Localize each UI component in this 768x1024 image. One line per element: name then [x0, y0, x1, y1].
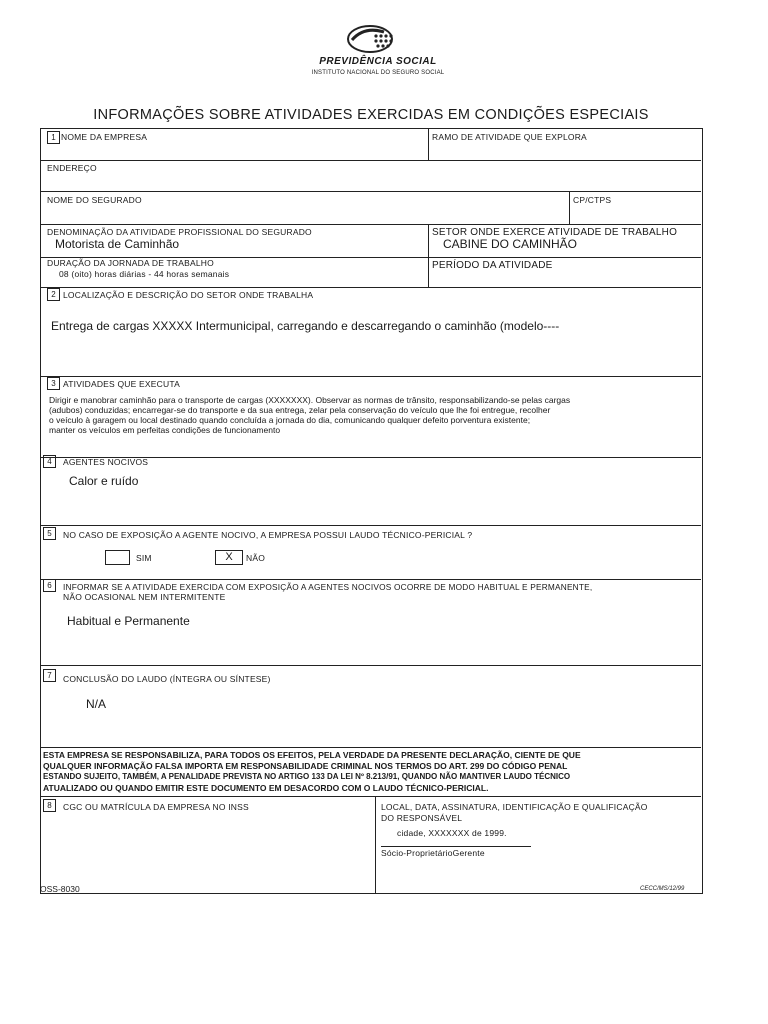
setor-value: CABINE DO CAMINHÃO	[443, 237, 578, 251]
cidade-data: cidade, XXXXXXX de 1999.	[397, 828, 507, 838]
habitual-value: Habitual e Permanente	[67, 614, 190, 628]
atividades-line-1: Dirigir e manobrar caminhão para o transporte de cargas (XXXXXXX). Observar as normas de trânsito, responsabilizando-se pelas cargas	[49, 395, 571, 405]
declaracao-line-3: ESTANDO SUJEITO, TAMBÉM, A PENALIDADE PREVISTA NO ARTIGO 133 DA LEI Nº 8.213/91, QUANDO NÃO MANTIVER LAUDO TÉCNICO	[43, 772, 571, 781]
section-6-number: 6	[43, 579, 56, 592]
declaracao-line-1: ESTA EMPRESA SE RESPONSABILIZA, PARA TODOS OS EFEITOS, PELA VERDADE DA PRESENTE DECLARAÇÃO, CIENTE DE QUE	[43, 750, 581, 760]
section-3-number: 3	[47, 377, 60, 390]
form-frame	[40, 128, 703, 894]
section-2-number: 2	[47, 288, 60, 301]
laudo-question-label: NO CASO DE EXPOSIÇÃO A AGENTE NOCIVO, A EMPRESA POSSUI LAUDO TÉCNICO-PERICIAL ?	[63, 530, 473, 540]
section-8-number: 8	[43, 799, 56, 812]
declaracao-line-2: QUALQUER INFORMAÇÃO FALSA IMPORTA EM RESPONSABILIDADE CRIMINAL NOS TERMOS DO ART. 299 DO CÓDIGO PENAL	[43, 761, 568, 771]
periodo-label: PERÍODO DA ATIVIDADE	[432, 260, 553, 271]
localizacao-label: LOCALIZAÇÃO E DESCRIÇÃO DO SETOR ONDE TRABALHA	[63, 290, 314, 300]
agentes-label: AGENTES NOCIVOS	[63, 457, 149, 467]
revision-code: CECC/MS/12/99	[640, 886, 685, 892]
duracao-value: 08 (oito) horas diárias - 44 horas semanais	[59, 269, 230, 279]
atividades-line-2: (adubos) conduzidas; encarregar-se do transporte e da sua entrega, zelar pela conservação do veículo que lhe foi entregue, recolher	[49, 405, 551, 415]
section-7-number: 7	[43, 669, 56, 682]
logo-subtitle: INSTITUTO NACIONAL DO SEGURO SOCIAL	[311, 70, 445, 76]
local-label-2: DO RESPONSÁVEL	[381, 813, 463, 823]
conclusao-label: CONCLUSÃO DO LAUDO (ÍNTEGRA OU SÍNTESE)	[63, 674, 271, 684]
inss-logo	[308, 22, 448, 84]
agentes-value: Calor e ruído	[69, 474, 139, 488]
ctps-label: CP/CTPS	[573, 195, 612, 205]
form-title: INFORMAÇÕES SOBRE ATIVIDADES EXERCIDAS EM CONDIÇÕES ESPECIAIS	[93, 107, 649, 123]
nao-label: NÃO	[246, 553, 266, 563]
section-1-number: 1	[47, 131, 60, 144]
ramo-label: RAMO DE ATIVIDADE QUE EXPLORA	[432, 132, 587, 142]
endereco-label: ENDEREÇO	[47, 163, 97, 173]
habitual-label-1: INFORMAR SE A ATIVIDADE EXERCIDA COM EXPOSIÇÃO A AGENTES NOCIVOS OCORRE DE MODO HABITUAL E PERMANENTE,	[63, 582, 593, 592]
habitual-label-2: NÃO OCASIONAL NEM INTERMITENTE	[63, 592, 226, 602]
nome-segurado-label: NOME DO SEGURADO	[47, 195, 142, 205]
cgc-label: CGC OU MATRÍCULA DA EMPRESA NO INSS	[63, 802, 249, 812]
socio-gerente-label: Sócio-ProprietárioGerente	[381, 848, 485, 858]
localizacao-value: Entrega de cargas XXXXX Intermunicipal, carregando e descarregando o caminhão (modelo----	[51, 319, 560, 333]
logo-brand: PREVIDÊNCIA SOCIAL	[319, 56, 437, 67]
nao-checkbox[interactable]: X	[215, 550, 243, 565]
atividades-line-3: o veículo à garagem ou local destinado quando concluída a jornada do dia, comunicando qualquer defeito porventura existente;	[49, 415, 531, 425]
section-5-number: 5	[43, 527, 56, 540]
atividades-label: ATIVIDADES QUE EXECUTA	[63, 379, 180, 389]
conclusao-value: N/A	[86, 697, 107, 711]
nome-empresa-label: NOME DA EMPRESA	[61, 132, 148, 142]
previdencia-logo-icon	[344, 22, 408, 56]
atividades-line-4: manter os veículos em perfeitas condições de funcionamento	[49, 425, 281, 435]
denominacao-value: Motorista de Caminhão	[55, 237, 180, 251]
local-label-1: LOCAL, DATA, ASSINATURA, IDENTIFICAÇÃO E QUALIFICAÇÃO	[381, 802, 648, 812]
section-4-number: 4	[43, 455, 56, 468]
denominacao-label: DENOMINAÇÃO DA ATIVIDADE PROFISSIONAL DO SEGURADO	[47, 227, 312, 237]
form-code: OSS-8030	[40, 884, 80, 894]
declaracao-line-4: ATUALIZADO OU QUANDO EMITIR ESTE DOCUMENTO EM DESACORDO COM O LAUDO TÉCNICO-PERICIAL.	[43, 783, 489, 793]
setor-label: SETOR ONDE EXERCE ATIVIDADE DE TRABALHO	[432, 227, 678, 238]
sim-label: SIM	[136, 553, 152, 563]
sim-checkbox[interactable]	[105, 550, 130, 565]
duracao-label: DURAÇÃO DA JORNADA DE TRABALHO	[47, 258, 214, 268]
